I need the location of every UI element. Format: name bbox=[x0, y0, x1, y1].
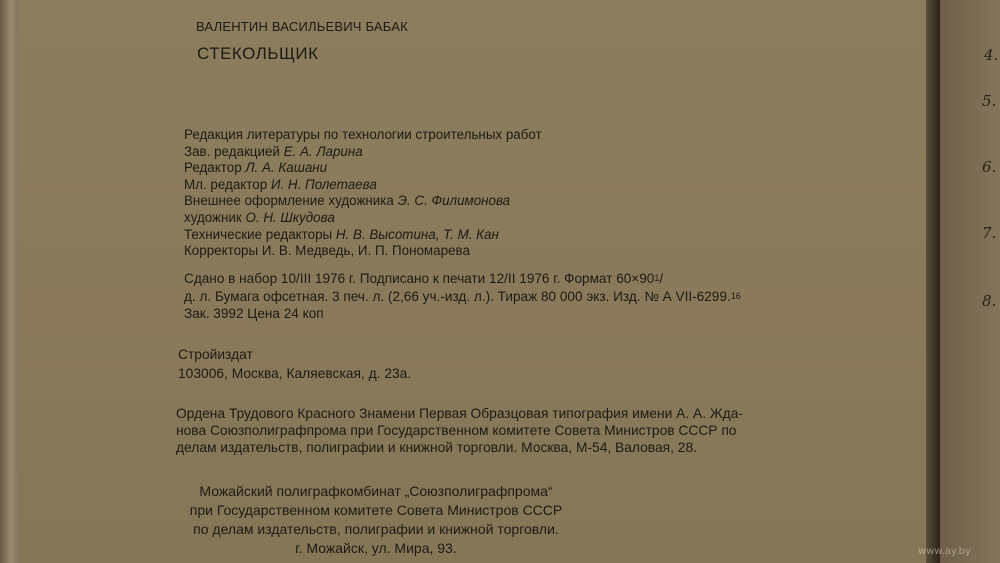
printer-line: по делам издательств, полиграфии и книжной торговли. bbox=[193, 521, 559, 537]
side-number: 5. bbox=[982, 92, 997, 110]
printer-block bbox=[166, 482, 586, 558]
format-superscript: 1 bbox=[654, 273, 660, 283]
credit-label: Мл. редактор bbox=[184, 176, 271, 192]
credit-name: Л. А. Кашани bbox=[245, 160, 328, 176]
credit-name: Н. В. Высотина, Т. М. Кан bbox=[335, 226, 499, 242]
credit-label: Зав. редакцией bbox=[184, 143, 284, 159]
credit-label: Внешнее оформление художника bbox=[184, 193, 398, 209]
publisher-name: Стройиздат bbox=[178, 347, 253, 362]
typography-line: Ордена Трудового Красного Знамени Первая Образцовая типография имени А. А. Жда- bbox=[176, 406, 743, 421]
book-page bbox=[18, 0, 938, 563]
book-gutter bbox=[926, 0, 940, 563]
credit-name: Э. С. Филимонова bbox=[397, 193, 511, 209]
credit-name: И. Н. Полетаева bbox=[270, 176, 377, 192]
author-name: ВАЛЕНТИН ВАСИЛЬЕВИЧ БАБАК bbox=[196, 19, 408, 34]
side-number: 7. bbox=[982, 224, 997, 242]
credits-block bbox=[184, 127, 542, 260]
credit-line bbox=[184, 193, 542, 210]
book-title: СТЕКОЛЬЩИК bbox=[197, 44, 319, 63]
watermark: www.ay.by bbox=[918, 546, 971, 557]
print-info-line bbox=[184, 288, 741, 306]
print-info-block bbox=[184, 270, 741, 323]
credit-name: Е. А. Ларина bbox=[283, 143, 363, 159]
credit-name: И. В. Медведь, И. П. Пономарева bbox=[261, 243, 470, 259]
credit-line bbox=[184, 177, 542, 194]
facing-page bbox=[940, 0, 1000, 563]
publisher-block bbox=[178, 345, 411, 383]
credit-line bbox=[184, 144, 542, 161]
credit-line bbox=[184, 227, 542, 244]
print-info-text: д. л. Бумага офсетная. 3 печ. л. (2,66 уч.-изд. л.). Тираж 80 000 экз. Изд. № А VII-6299. bbox=[184, 288, 731, 304]
typography-block bbox=[176, 405, 743, 456]
print-info-text: Сдано в набор 10/III 1976 г. Подписано к печати 12/II 1976 г. Формат 60×90 bbox=[184, 271, 655, 286]
credit-line bbox=[184, 127, 542, 144]
credit-line bbox=[184, 210, 542, 227]
side-number: 8. bbox=[982, 292, 997, 310]
print-info-text: Зак. 3992 Цена 24 коп bbox=[184, 306, 324, 321]
printer-line: Можайский полиграфкомбинат „Союзполиграфпрома“ bbox=[199, 483, 553, 499]
side-number: 4. bbox=[984, 46, 999, 64]
credit-line bbox=[184, 243, 542, 260]
format-slash: / bbox=[659, 271, 664, 286]
publisher-address: 103006, Москва, Каляевская, д. 23а. bbox=[178, 366, 412, 381]
print-info-line bbox=[184, 270, 741, 288]
credit-name: О. Н. Шкудова bbox=[245, 209, 335, 225]
typography-line: нова Союзполиграфпрома при Государственном комитете Совета Министров СССР по bbox=[176, 423, 737, 438]
credit-label: художник bbox=[184, 209, 246, 225]
credit-line bbox=[184, 160, 542, 177]
format-subscript: 16 bbox=[730, 290, 741, 301]
typography-line: делам издательств, полиграфии и книжной торговли. Москва, М-54, Валовая, 28. bbox=[176, 440, 697, 455]
print-info-line bbox=[184, 305, 741, 323]
printer-line: г. Можайск, ул. Мира, 93. bbox=[295, 540, 457, 556]
credit-label: Редакция литературы по технологии строительных работ bbox=[184, 127, 542, 142]
credit-label: Технические редакторы bbox=[184, 226, 336, 242]
printer-line: при Государственном комитете Совета Министров СССР bbox=[189, 502, 563, 518]
credit-label: Корректоры bbox=[184, 243, 262, 259]
side-number: 6. bbox=[982, 158, 997, 176]
credit-label: Редактор bbox=[184, 160, 246, 176]
